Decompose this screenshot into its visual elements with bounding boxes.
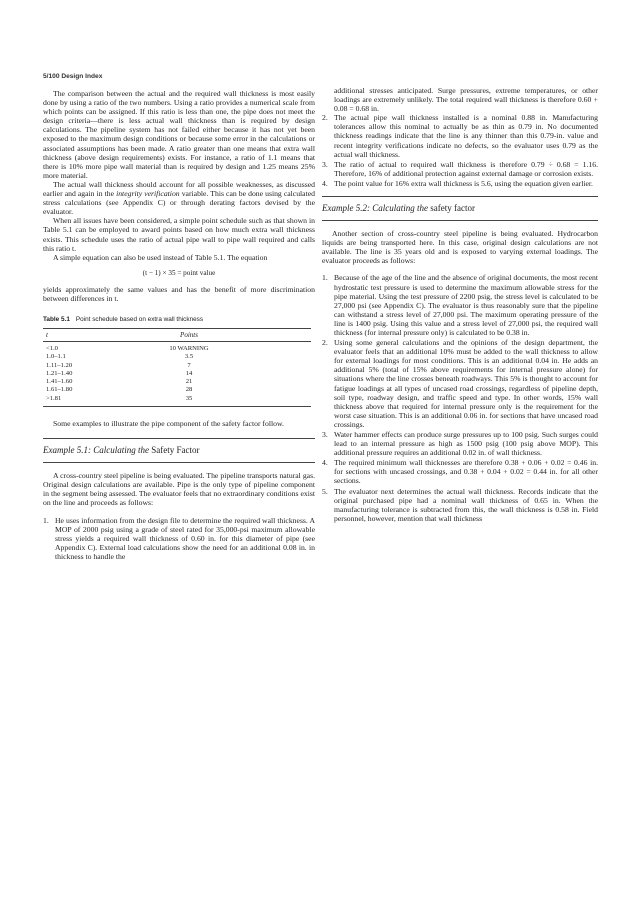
table-row [43,362,311,370]
list-text: Because of the age of the line and the absence of original documents, the most recent hydrostatic test pressure is used to determine the maximum allowable stress for the pipe material. Using the test pressure of 2200 psig, the stress level is calculated to be 27,000 psi (see Appendix C). The evaluator is thus reasonably sure that the pipeline can withstand a stress level of 27,000 psi. The maximum operating pressure of the line is 1400 psig. Using this value and a stress level of 27,000 psi, the required wall thickness (for internal pressure only) is calculated to be 0.38 in. [334,273,598,337]
points-table [43,328,311,407]
divider [322,220,598,221]
list-number: 2. [322,338,328,348]
cell-t: 1.21–1.40 [46,369,73,377]
table-header-row [43,329,311,342]
cell-points: 10 WARNING [169,344,209,352]
list-item [322,430,598,457]
table-body [43,342,311,406]
table-row [43,386,311,394]
list-number: 1. [43,515,49,525]
table-row [43,378,311,386]
emphasis: integrity verification [116,189,180,199]
column-header-t: t [46,330,48,339]
right-column [322,86,598,524]
example-title-roman: safety factor [430,203,475,214]
list-item [43,516,315,561]
example-list [43,516,315,561]
table-row [43,345,311,353]
list-item [322,338,598,429]
equation: (t − 1) × 35 = point value [142,268,216,277]
list-number: 3. [322,430,328,439]
list-text: The evaluator next determines the actual wall thickness. Records indicate that the original purchased pipe had a nominal wall thickness of 0.65 in. When the manufacturing tolerance is subtracted from this, the wall thickness is 0.58 in. Field personnel, however, mention that wall thickness [334,486,598,523]
list-item [322,458,598,485]
example-list [322,273,598,523]
list-text: The ratio of actual to required wall thickness is therefore 0.79 ÷ 0.68 = 1.16. Therefore, 16% of additional protection against external damage or corrosion exists. [334,159,598,178]
cell-t: 1.61–1.80 [46,386,73,394]
list-text: The point value for 16% extra wall thickness is 5.6, using the equation given earlier. [334,178,593,188]
cell-points: 28 [185,386,193,394]
paragraph: yields approximately the same values and has the benefit of more discrimination between differences in t. [43,284,315,303]
paragraph [43,180,315,216]
list-number: 4. [322,178,328,188]
list-item [322,487,598,523]
table-caption [43,316,315,323]
table-row [43,395,311,403]
cell-points: 35 [185,394,193,402]
list-text: The required minimum wall thicknesses are therefore 0.38 + 0.06 + 0.02 = 0.46 in. for sections with uncased crossings, and 0.38 + 0.04 + 0.02 = 0.44 in. for all other sections. [334,458,598,486]
paragraph: A simple equation can also be used instead of Table 5.1. The equation [53,252,268,262]
paragraph: When all issues have been considered, a simple point schedule such as that shown in Table 5.1 can be employed to award points based on how much extra wall thickness exists. This schedule uses the ratio of actual pipe wall to pipe wall required and calls this ratio t. [43,216,315,253]
table-caption-text: Point schedule based on extra wall thickness [75,315,204,323]
list-text: The actual pipe wall thickness installed is a nominal 0.88 in. Manufacturing tolerances allow this nominal to actually be as thin as 0.79 in. No documented thickness readings indicate that the line is any thinner than this 0.79-in. value and recent integrity verifications indicate no defects, so the evaluator uses 0.79 as the actual wall thickness. [334,113,598,159]
list-item [322,273,598,337]
list-item [322,160,598,178]
list-number: 1. [322,273,328,283]
list-item [322,113,598,158]
paragraph: Some examples to illustrate the pipe component of the safety factor follow. [53,419,284,429]
cell-t: >1.81 [46,394,62,402]
example-title [43,438,315,455]
list-number: 5. [322,486,328,496]
list-number: 2. [322,113,328,123]
divider [43,462,315,463]
list-text: Using some general calculations and the opinions of the design department, the evaluator feels that an additional 10% must be added to the wall thickness to allow for external loadings for most conditions. This is an additional 0.04 in. He adds an additional 5% (total of 15% above requirements for internal pressure alone) for situations where the line crosses beneath roadways. This 5% is thought to account for fatigue loadings at all types of uncased road crossings, regardless of pipeline depth, soil type, roadway design, and traffic speed and type. In other words, 15% wall thickness above that required for internal pressure only is the requirement for the worst case situation. This is an additional 0.06 in. for sections that have uncased road crossings. [334,338,598,429]
paragraph: additional stresses anticipated. Surge pressures, extreme temperatures, or other loadings are extremely unlikely. The total required wall thickness is therefore 0.60 + 0.08 = 0.68 in. [334,86,598,114]
list-item [322,179,598,188]
paragraph: The comparison between the actual and the required wall thickness is most easily done by using a ratio of the two numbers. Using a ratio provides a numerical scale from which points can be assigned. If this ratio is less than one, the pipe does not meet the design criteria—there is less actual wall thickness than is required by design calculations. The pipeline system has not failed either because it has not yet been exposed to the maximum design conditions or because some error in the calculations or associated assumptions has been made. A ratio greater than one means that extra wall thickness (above design requirements) exists. For instance, a ratio of 1.1 means that there is 10% more pipe wall material than is required by design and 1.25 means 25% more material. [43,89,315,180]
example-title-italic: Example 5.2: Calculating the [322,203,431,214]
list-number: 4. [322,458,328,468]
example-title-roman: Safety Factor [151,445,200,456]
left-column [43,89,315,562]
cell-t: <1.0 [46,344,58,352]
list-text: He uses information from the design file to determine the required wall thickness. A MOP of 2000 psig using a grade of steel rated for 35,000-psi maximum allowable stress yields a required wall thickness of 0.60 in. for this diameter of pipe (see Appendix C). External load calculations show the need for an additional 0.08 in. in thickness to handle the [55,515,315,561]
cell-points: 3.5 [184,353,194,361]
cell-points: 14 [185,369,193,377]
cell-t: 1.41–1.60 [46,378,73,386]
cell-points: 21 [185,378,193,386]
text: variable. This can be done using calculated stress calculations (see Appendix C) or through derating factors devised by the evaluator. [43,189,315,217]
text: The actual wall thickness should account for all possible weaknesses, as discussed earlier and again in the [43,179,315,199]
table-label: Table 5.1 [43,315,70,323]
table-row [43,353,311,361]
list-text: Water hammer effects can produce surge pressures up to 100 psig. Such surges could lead to an internal pressure as high as 1500 psig (100 psig above MOP). This additional pressure requires an additional 0.02 in. of wall thickness. [334,430,598,458]
cell-points: 7 [187,361,191,369]
paragraph: A cross-country steel pipeline is being evaluated. The pipeline transports natural gas. Original design calculations are available. Pipe is the only type of pipeline component in the segment being assessed. The evaluator feels that no extraordinary conditions exist on the line and proceeds as follows: [43,471,315,508]
example-title [322,196,598,213]
column-header-points: Points [180,330,198,339]
list-number: 3. [322,159,328,169]
example-title-italic: Example 5.1: Calculating the [43,445,152,456]
example-list [322,113,598,188]
cell-t: 1.11–1.20 [46,361,73,369]
cell-t: 1.0–1.1 [46,353,66,361]
paragraph: Another section of cross-country steel pipeline is being evaluated. Hydrocarbon liquids are being transported here. In this case, original design calculations are not available. The line is 35 years old and is exposed to varying external loadings. The evaluator proceeds as follows: [322,229,598,266]
running-head: 5/100 Design Index [43,73,103,80]
table-row [43,370,311,378]
